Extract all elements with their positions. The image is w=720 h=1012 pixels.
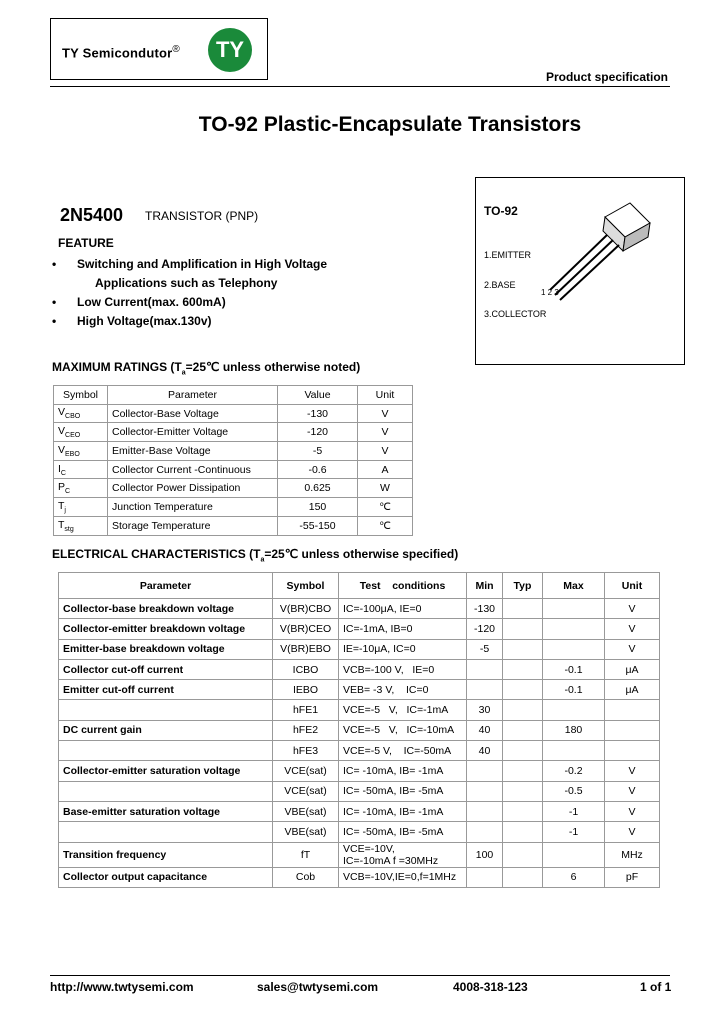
- table-row: [59, 700, 660, 720]
- parameter-cell: Collector-Emitter Voltage: [108, 423, 278, 442]
- table-row: [59, 619, 660, 639]
- symbol-cell: ICBO: [273, 659, 339, 679]
- table-row: [59, 867, 660, 887]
- table-row: [59, 822, 660, 842]
- parameter-cell: Transition frequency: [59, 842, 273, 867]
- parameter-cell: Base-emitter saturation voltage: [59, 801, 273, 821]
- typ-cell: [503, 781, 543, 801]
- table-row: [59, 599, 660, 619]
- parameter-cell: [59, 700, 273, 720]
- feature-item: Applications such as Telephony: [95, 276, 278, 290]
- max-cell: [543, 599, 605, 619]
- parameter-cell: Emitter-base breakdown voltage: [59, 639, 273, 659]
- unit-cell: V: [605, 801, 660, 821]
- table-row: [59, 781, 660, 801]
- symbol-cell: fT: [273, 842, 339, 867]
- package-title: TO-92: [484, 204, 518, 218]
- unit-cell: MHz: [605, 842, 660, 867]
- max-cell: -0.2: [543, 761, 605, 781]
- max-cell: 180: [543, 720, 605, 740]
- parameter-cell: Collector Current -Continuous: [108, 460, 278, 479]
- unit-cell: ℃: [358, 516, 413, 535]
- parameter-cell: Collector-base breakdown voltage: [59, 599, 273, 619]
- unit-cell: W: [358, 479, 413, 498]
- typ-cell: [503, 801, 543, 821]
- typ-cell: [503, 599, 543, 619]
- value-cell: -5: [278, 442, 358, 461]
- typ-cell: [503, 639, 543, 659]
- max-cell: -0.1: [543, 659, 605, 679]
- table-row: [54, 442, 413, 461]
- typ-cell: [503, 822, 543, 842]
- condition-cell: VCE=-5 V, IC=-50mA: [339, 741, 467, 761]
- max-cell: -0.1: [543, 680, 605, 700]
- part-number: 2N5400: [60, 205, 124, 225]
- symbol-cell: IEBO: [273, 680, 339, 700]
- unit-cell: V: [605, 639, 660, 659]
- value-cell: -0.6: [278, 460, 358, 479]
- column-header: Max: [543, 573, 605, 599]
- elec-table: [58, 572, 660, 888]
- min-cell: -130: [467, 599, 503, 619]
- parameter-cell: Collector output capacitance: [59, 867, 273, 887]
- condition-cell: VCB=-10V,IE=0,f=1MHz: [339, 867, 467, 887]
- company-name: TY Semicondutor®: [62, 44, 180, 61]
- condition-cell: VCB=-100 V, IE=0: [339, 659, 467, 679]
- feature-heading: FEATURE: [58, 236, 114, 250]
- symbol-cell: $V_{EBO}$: [54, 442, 108, 461]
- unit-cell: V: [358, 404, 413, 423]
- condition-cell: VCE=-5 V, IC=-10mA: [339, 720, 467, 740]
- unit-cell: V: [605, 619, 660, 639]
- header-rule: [50, 86, 670, 87]
- value-cell: 150: [278, 498, 358, 517]
- unit-cell: μA: [605, 680, 660, 700]
- typ-cell: [503, 720, 543, 740]
- table-row: [54, 479, 413, 498]
- symbol-cell: hFE2: [273, 720, 339, 740]
- condition-cell: VCE=-10V, IC=-10mA f =30MHz: [339, 842, 467, 867]
- value-cell: -130: [278, 404, 358, 423]
- typ-cell: [503, 761, 543, 781]
- unit-cell: V: [605, 781, 660, 801]
- column-header: Parameter: [59, 573, 273, 599]
- elec-heading: ELECTRICAL CHARACTERISTICS ($T_a=25℃$ unless otherwise specified): [52, 547, 459, 564]
- min-cell: [467, 867, 503, 887]
- typ-cell: [503, 680, 543, 700]
- symbol-cell: VBE(sat): [273, 801, 339, 821]
- max-cell: [543, 700, 605, 720]
- parameter-cell: Collector cut-off current: [59, 659, 273, 679]
- table-row: [59, 842, 660, 867]
- column-header: Typ: [503, 573, 543, 599]
- table-row: [54, 404, 413, 423]
- min-cell: [467, 761, 503, 781]
- pin-label: 1.EMITTER: [484, 250, 532, 260]
- max-cell: 6: [543, 867, 605, 887]
- table-row: [54, 460, 413, 479]
- unit-cell: V: [358, 442, 413, 461]
- footer-page: 1 of 1: [640, 980, 672, 994]
- value-cell: -120: [278, 423, 358, 442]
- feature-item: • Low Current(max. 600mA): [52, 295, 226, 309]
- parameter-cell: Storage Temperature: [108, 516, 278, 535]
- symbol-cell: hFE3: [273, 741, 339, 761]
- table-row: [59, 741, 660, 761]
- condition-cell: IC=-1mA, IB=0: [339, 619, 467, 639]
- table-row: [59, 761, 660, 781]
- table-header-row: [54, 386, 413, 405]
- table-row: [59, 659, 660, 679]
- parameter-cell: Collector Power Dissipation: [108, 479, 278, 498]
- footer-email[interactable]: sales@twtysemi.com: [257, 980, 379, 994]
- feature-item: • High Voltage(max.130v): [52, 314, 212, 328]
- parameter-cell: [59, 781, 273, 801]
- unit-cell: A: [358, 460, 413, 479]
- parameter-cell: Emitter cut-off current: [59, 680, 273, 700]
- condition-cell: IC= -50mA, IB= -5mA: [339, 781, 467, 801]
- min-cell: [467, 781, 503, 801]
- symbol-cell: Cob: [273, 867, 339, 887]
- parameter-cell: Collector-emitter breakdown voltage: [59, 619, 273, 639]
- symbol-cell: VBE(sat): [273, 822, 339, 842]
- product-spec-label: Product specification: [545, 70, 668, 84]
- min-cell: [467, 680, 503, 700]
- symbol-cell: VCE(sat): [273, 781, 339, 801]
- typ-cell: [503, 619, 543, 639]
- table-row: [54, 498, 413, 517]
- min-cell: 40: [467, 720, 503, 740]
- column-header: Test conditions: [339, 573, 467, 599]
- unit-cell: ℃: [358, 498, 413, 517]
- min-cell: [467, 659, 503, 679]
- min-cell: 40: [467, 741, 503, 761]
- unit-cell: pF: [605, 867, 660, 887]
- symbol-cell: V(BR)EBO: [273, 639, 339, 659]
- column-header: Min: [467, 573, 503, 599]
- symbol-cell: $V_{CEO}$: [54, 423, 108, 442]
- unit-cell: V: [605, 822, 660, 842]
- condition-cell: VEB= -3 V, IC=0: [339, 680, 467, 700]
- unit-cell: [605, 741, 660, 761]
- typ-cell: [503, 867, 543, 887]
- unit-cell: μA: [605, 659, 660, 679]
- feature-item: • Switching and Amplification in High Voltage: [52, 257, 328, 271]
- pin-label: 3.COLLECTOR: [484, 309, 547, 319]
- footer-phone: 4008-318-123: [453, 980, 528, 994]
- typ-cell: [503, 659, 543, 679]
- min-cell: [467, 822, 503, 842]
- unit-cell: [605, 720, 660, 740]
- condition-cell: VCE=-5 V, IC=-1mA: [339, 700, 467, 720]
- symbol-cell: $I_C$: [54, 460, 108, 479]
- symbol-cell: $V_{CBO}$: [54, 404, 108, 423]
- max-cell: [543, 842, 605, 867]
- parameter-cell: DC current gain: [59, 720, 273, 740]
- parameter-cell: [59, 741, 273, 761]
- typ-cell: [503, 842, 543, 867]
- symbol-cell: $T_{stg}$: [54, 516, 108, 535]
- max-cell: [543, 619, 605, 639]
- condition-cell: IC=-100μA, IE=0: [339, 599, 467, 619]
- unit-cell: V: [605, 761, 660, 781]
- max-cell: -1: [543, 801, 605, 821]
- typ-cell: [503, 741, 543, 761]
- min-cell: 30: [467, 700, 503, 720]
- column-header: Symbol: [54, 386, 108, 405]
- symbol-cell: VCE(sat): [273, 761, 339, 781]
- part-type: TRANSISTOR (PNP): [145, 209, 259, 223]
- column-header: Symbol: [273, 573, 339, 599]
- max-cell: [543, 639, 605, 659]
- min-cell: [467, 801, 503, 821]
- symbol-cell: V(BR)CBO: [273, 599, 339, 619]
- symbol-cell: V(BR)CEO: [273, 619, 339, 639]
- table-row: [59, 720, 660, 740]
- symbol-cell: $T_j$: [54, 498, 108, 517]
- symbol-cell: $P_C$: [54, 479, 108, 498]
- table-row: [59, 680, 660, 700]
- condition-cell: IC= -10mA, IB= -1mA: [339, 801, 467, 821]
- parameter-cell: Emitter-Base Voltage: [108, 442, 278, 461]
- max-ratings-table: [53, 385, 413, 536]
- max-ratings-heading: MAXIMUM RATINGS ($T_a=25℃$ unless otherwise noted): [52, 360, 361, 377]
- table-row: [59, 639, 660, 659]
- condition-cell: IE=-10μA, IC=0: [339, 639, 467, 659]
- min-cell: 100: [467, 842, 503, 867]
- column-header: Parameter: [108, 386, 278, 405]
- table-header-row: [59, 573, 660, 599]
- unit-cell: V: [358, 423, 413, 442]
- parameter-cell: Collector-Base Voltage: [108, 404, 278, 423]
- value-cell: 0.625: [278, 479, 358, 498]
- parameter-cell: Collector-emitter saturation voltage: [59, 761, 273, 781]
- condition-cell: IC= -10mA, IB= -1mA: [339, 761, 467, 781]
- unit-cell: V: [605, 599, 660, 619]
- max-cell: -1: [543, 822, 605, 842]
- pin-label: 2.BASE: [484, 280, 516, 290]
- column-header: Value: [278, 386, 358, 405]
- column-header: Unit: [358, 386, 413, 405]
- footer-url[interactable]: http://www.twtysemi.com: [50, 980, 194, 994]
- min-cell: -5: [467, 639, 503, 659]
- to92-package-drawing: [535, 195, 665, 310]
- parameter-cell: Junction Temperature: [108, 498, 278, 517]
- min-cell: -120: [467, 619, 503, 639]
- table-row: [54, 423, 413, 442]
- page-title: TO-92 Plastic-Encapsulate Transistors: [198, 113, 582, 136]
- column-header: Unit: [605, 573, 660, 599]
- unit-cell: [605, 700, 660, 720]
- max-cell: [543, 741, 605, 761]
- value-cell: -55-150: [278, 516, 358, 535]
- table-row: [59, 801, 660, 821]
- typ-cell: [503, 700, 543, 720]
- table-row: [54, 516, 413, 535]
- parameter-cell: [59, 822, 273, 842]
- feature-list: [52, 255, 327, 331]
- pin-numbers: 1 2 3: [541, 288, 559, 297]
- symbol-cell: hFE1: [273, 700, 339, 720]
- footer-rule: [50, 975, 670, 976]
- max-cell: -0.5: [543, 781, 605, 801]
- company-logo: TY: [208, 28, 252, 72]
- condition-cell: IC= -50mA, IB= -5mA: [339, 822, 467, 842]
